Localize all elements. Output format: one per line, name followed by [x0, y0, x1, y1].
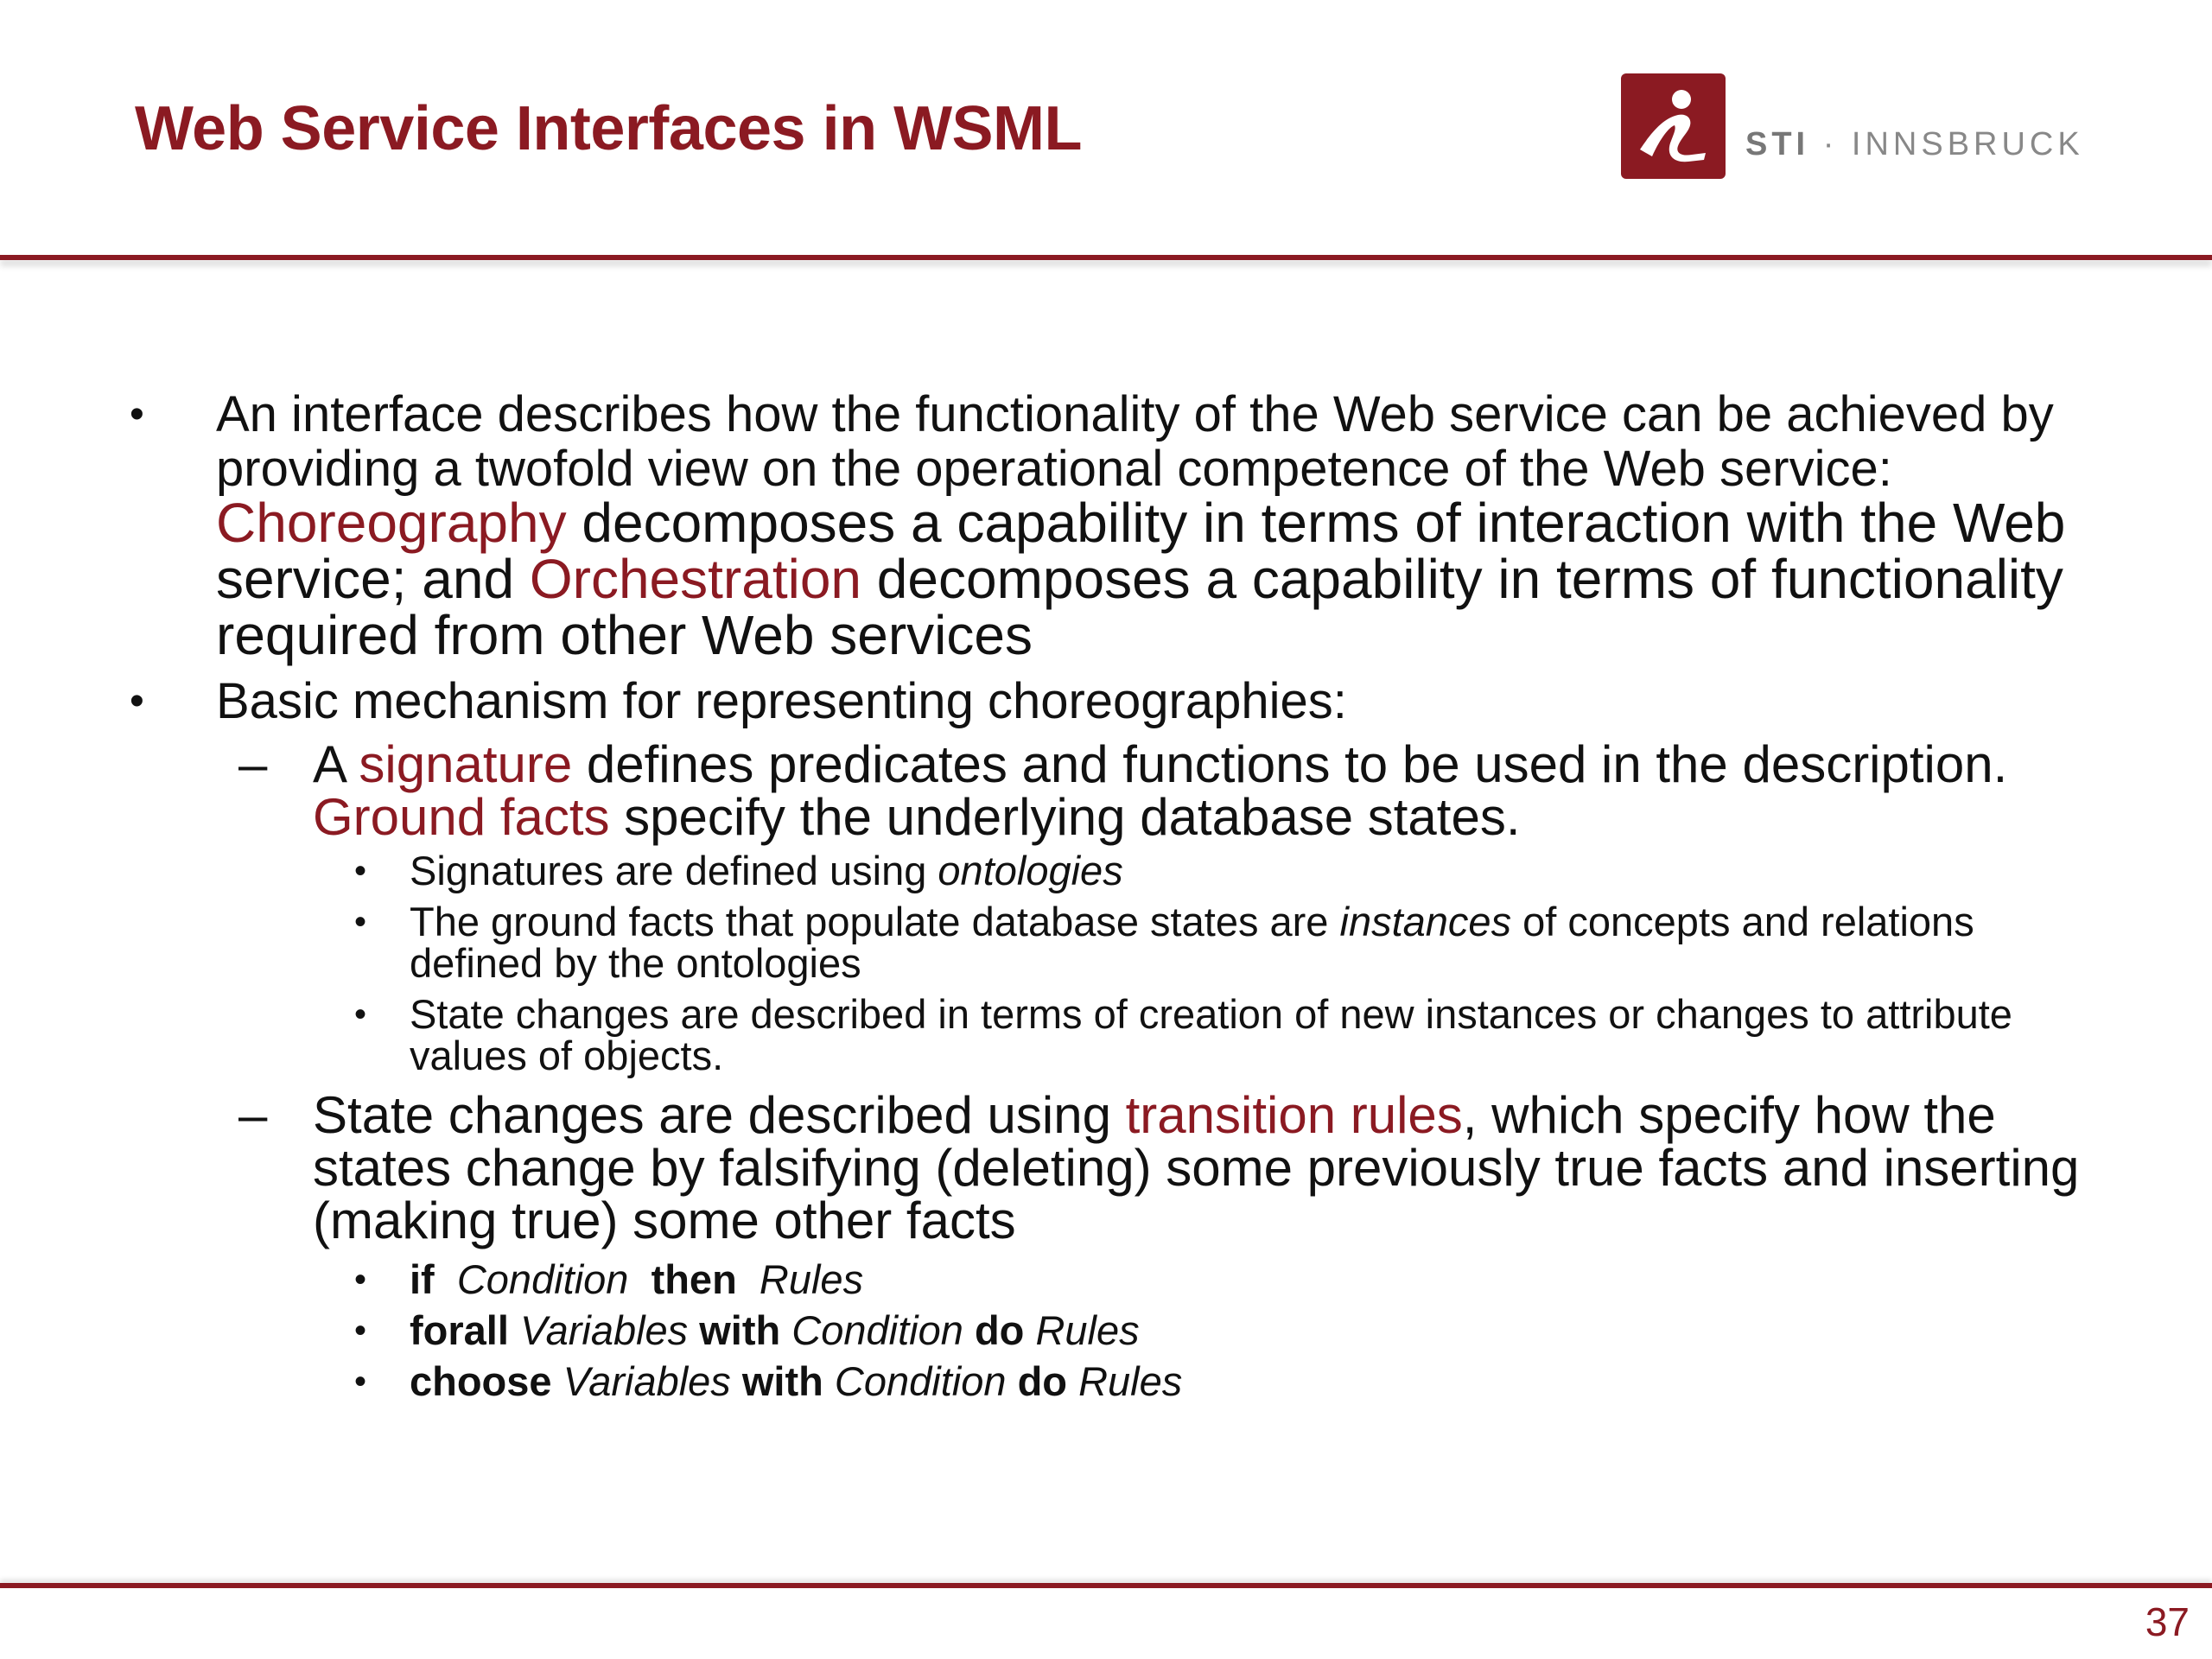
highlight-orchestration: Orchestration — [529, 548, 861, 610]
bullet-interface-description — [130, 387, 2082, 664]
italic-variables: Variables — [563, 1358, 731, 1404]
slide-body — [130, 387, 2082, 1412]
logo-place-text: INNSBRUCK — [1851, 126, 2084, 162]
detail-ground-facts-instances — [130, 901, 2082, 984]
italic-condition: Condition — [834, 1358, 1007, 1404]
bullet-text: specify the underlying database states. — [609, 788, 1521, 846]
page-number: 37 — [2145, 1599, 2190, 1644]
sti-logo-text — [1745, 126, 2084, 163]
keyword-choose: choose — [410, 1358, 552, 1404]
bullet-text: decomposes a capability in terms of interaction with the Web service; and — [216, 492, 2066, 610]
logo-sti-text: STI — [1745, 126, 1810, 162]
keyword-do: do — [1017, 1358, 1067, 1404]
bullet-text: A — [313, 735, 359, 793]
italic-rules: Rules — [1078, 1358, 1183, 1404]
subbullet-transition-rules — [130, 1086, 2082, 1249]
bullet-marker: • — [354, 995, 367, 1033]
rule-choose — [130, 1358, 2082, 1404]
dash-marker: – — [238, 735, 268, 793]
italic-variables: Variables — [519, 1307, 689, 1353]
bullet-text: Basic mechanism for representing choreographies: — [216, 673, 1347, 729]
bullet-text: Signatures are defined using — [410, 848, 938, 893]
bullet-marker: • — [354, 1312, 367, 1350]
bullet-marker: • — [354, 1261, 367, 1299]
italic-rules: Rules — [759, 1256, 864, 1302]
italic-instances: instances — [1339, 899, 1512, 944]
subbullet-signature — [130, 735, 2082, 846]
keyword-if: if — [410, 1256, 435, 1302]
bullet-text: An interface describes how the functionality of the Web service can be achieved by providing a twofold view on the operational competence of the Web service: — [216, 386, 2054, 497]
footer-divider — [0, 1583, 2212, 1588]
detail-state-changes-creation — [130, 991, 2082, 1078]
italic-condition: Condition — [791, 1307, 963, 1353]
dash-marker: – — [238, 1086, 268, 1144]
keyword-do: do — [974, 1307, 1025, 1353]
bullet-text: , which specify how the states change by falsifying (deleting) some previously true facts and inserting (making true) some other facts — [313, 1086, 2080, 1249]
logo-separator: · — [1822, 126, 1839, 162]
highlight-transition-rules: transition rules — [1125, 1086, 1463, 1144]
italic-condition: Condition — [456, 1256, 629, 1302]
bullet-text: defines predicates and functions to be used in the description. — [572, 735, 2008, 793]
keyword-forall: forall — [410, 1307, 509, 1353]
slide-title: Web Service Interfaces in WSML — [135, 94, 1083, 163]
italic-rules: Rules — [1035, 1307, 1140, 1353]
keyword-with: with — [699, 1307, 781, 1353]
keyword-then: then — [651, 1256, 737, 1302]
rule-forall — [130, 1307, 2082, 1353]
bullet-text: The ground facts that populate database states are — [410, 899, 1340, 944]
bullet-text: State changes are described in terms of creation of new instances or changes to attribute values of objects. — [410, 991, 2012, 1078]
detail-signatures-ontologies — [130, 850, 2082, 892]
bullet-marker: • — [130, 678, 144, 724]
bullet-marker: • — [130, 391, 144, 437]
italic-ontologies: ontologies — [938, 848, 1123, 893]
bullet-marker: • — [354, 903, 367, 941]
sti-figure-icon — [1621, 73, 1726, 179]
sti-logo — [1621, 73, 1726, 179]
header-divider — [0, 255, 2212, 260]
bullet-basic-mechanism — [130, 674, 2082, 728]
bullet-text: decomposes a capability in terms of functionality required from other Web services — [216, 548, 2063, 666]
bullet-marker: • — [354, 1363, 367, 1401]
keyword-with: with — [741, 1358, 823, 1404]
highlight-ground-facts: Ground facts — [313, 788, 610, 846]
bullet-marker: • — [354, 852, 367, 890]
bullet-text: of concepts and relations defined by the ontologies — [410, 899, 1974, 986]
bullet-text: State changes are described using — [313, 1086, 1126, 1144]
highlight-signature: signature — [359, 735, 573, 793]
rule-if-then — [130, 1256, 2082, 1302]
highlight-choreography: Choreography — [216, 492, 567, 554]
